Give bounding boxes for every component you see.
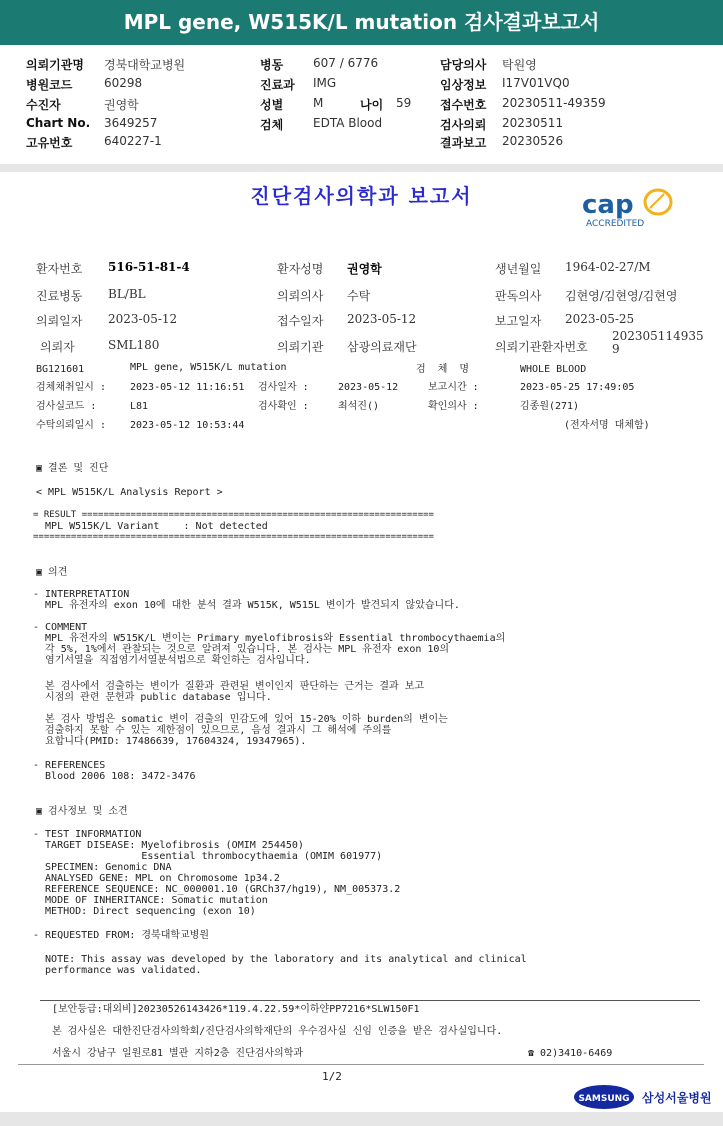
time-label: 검사실코드 : <box>36 401 97 412</box>
test-info-line: Essential thrombocythaemia (OMIM 601977) <box>33 851 383 862</box>
header-label: 수진자 <box>26 98 61 112</box>
lab-report-page <box>0 174 723 1110</box>
time-label: 검체채취일시 : <box>36 382 107 393</box>
comment-line: 염기서열을 직접염기서열분석법으로 확인하는 검사입니다. <box>33 655 311 666</box>
test-info-line: TARGET DISEASE: Myelofibrosis (OMIM 254450) <box>33 840 304 851</box>
specimen-value: WHOLE BLOOD <box>520 364 587 375</box>
header-value: 탁원영 <box>502 58 537 72</box>
header-label: 의뢰기관명 <box>26 58 84 72</box>
time-value: 최석진() <box>338 401 380 412</box>
patient-label: 진료병동 <box>36 289 83 303</box>
report-title-bar <box>0 0 723 45</box>
header-label: 병원코드 <box>26 78 73 92</box>
time-value: 김종원(271) <box>520 401 580 412</box>
patient-label: 보고일자 <box>495 314 542 328</box>
time-label: 수탁의뢰일시 : <box>36 420 107 431</box>
header-label: 병동 <box>260 58 284 72</box>
time-value: L81 <box>130 401 149 412</box>
time-label: 확인의사 : <box>428 401 479 412</box>
patient-label: 의뢰자 <box>40 340 75 354</box>
section-test-info: ▣ 검사정보 및 소견 <box>36 806 128 817</box>
header-separator <box>0 164 723 172</box>
patient-id: 516-51-81-4 <box>108 260 190 274</box>
patient-value: 삼광의료재단 <box>347 340 417 354</box>
referring-patient-no: 202305114935 9 <box>612 329 704 356</box>
header-value: 20230511-49359 <box>502 96 606 110</box>
patient-label: 환자번호 <box>36 262 83 276</box>
birth-date: 1964-02-27/M <box>565 260 651 274</box>
header-value: IMG <box>313 76 337 90</box>
section-conclusion: ▣ 결론 및 진단 <box>36 463 109 474</box>
comment-line: MPL 유전자의 W515K/L 변이는 Primary myelofibrosis와 Essential thrombocythaemia의 <box>33 633 506 644</box>
patient-value: 2023-05-12 <box>347 312 417 326</box>
cap-accredited-logo <box>580 186 676 230</box>
patient-name: 권영학 <box>347 262 382 276</box>
note-line: NOTE: This assay was developed by the laboratory and its analytical and clinical <box>33 954 527 965</box>
header-label: 검사의뢰 <box>440 118 487 132</box>
header-value: EDTA Blood <box>313 116 383 130</box>
header-value: 20230511 <box>502 116 564 130</box>
references-text: Blood 2006 108: 3472-3476 <box>33 771 196 782</box>
page-number: 1/2 <box>322 1070 342 1083</box>
header-label: 검체 <box>260 118 284 132</box>
header-value: 경북대학교병원 <box>104 58 186 72</box>
test-info-line: SPECIMEN: Genomic DNA <box>33 862 172 873</box>
test-info-line: ANALYSED GENE: MPL on Chromosome 1p34.2 <box>33 873 280 884</box>
patient-label: 생년월일 <box>495 262 542 276</box>
interpretation-heading: - INTERPRETATION <box>33 589 130 600</box>
footer-divider <box>40 1000 700 1001</box>
header-value: 3649257 <box>104 116 158 130</box>
time-value: 2023-05-12 <box>338 382 399 393</box>
time-value: 2023-05-12 10:53:44 <box>130 420 245 431</box>
samsung-text: SAMSUNG <box>578 1094 630 1104</box>
header-label: Chart No. <box>26 116 91 130</box>
bottom-gray-band <box>0 1112 723 1126</box>
variant-result: MPL W515K/L Variant : Not detected <box>33 521 268 532</box>
patient-label: 의뢰일자 <box>36 314 83 328</box>
comment-line: 요합니다(PMID: 17486639, 17604324, 19347965). <box>33 736 307 747</box>
specimen-label: 검 체 명 <box>416 364 470 375</box>
patient-label: 판독의사 <box>495 289 542 303</box>
comment-line: 본 검사 방법은 somatic 변이 검출의 민감도에 있어 15-20% 이하 burden의 변이는 <box>33 714 448 725</box>
cap-accredited-text: ACCREDITED <box>586 219 645 229</box>
patient-value: SML180 <box>108 338 160 352</box>
test-name: MPL gene, W515K/L mutation <box>130 362 287 373</box>
hospital-name: 삼성서울병원 <box>642 1091 712 1105</box>
interpretation-text: MPL 유전자의 exon 10에 대한 분석 결과 W515K, W515L 변이가 발견되지 않았습니다. <box>33 600 460 611</box>
time-value: 2023-05-12 11:16:51 <box>130 382 245 393</box>
header-value: 640227-1 <box>104 134 162 148</box>
patient-label: 환자성명 <box>277 262 324 276</box>
patient-label: 의뢰의사 <box>277 289 324 303</box>
comment-line: 각 5%, 1%에서 관찰되는 것으로 알려져 있습니다. 본 검사는 MPL 유전자 exon 10의 <box>33 644 450 655</box>
section-opinion: ▣ 의견 <box>36 567 68 578</box>
cap-logo-text: cap <box>582 190 634 220</box>
comment-line: 검출하지 못할 수 있는 제한점이 있으므로, 음성 결과시 그 해석에 주의를 <box>33 725 392 736</box>
samsung-logo-mark <box>574 1082 714 1112</box>
note-line: performance was validated. <box>33 965 202 976</box>
header-value: 60298 <box>104 76 143 90</box>
patient-value: BL/BL <box>108 287 146 301</box>
header-value: 20230526 <box>502 134 564 148</box>
cap-logo-check <box>650 194 664 208</box>
patient-label: 접수일자 <box>277 314 324 328</box>
time-label: 검사확인 : <box>258 401 309 412</box>
patient-value: 2023-05-25 <box>565 312 635 326</box>
header-value: 권영학 <box>104 98 139 112</box>
patient-label: 의뢰기관환자번호 <box>495 340 588 354</box>
test-info-line: REFERENCE SEQUENCE: NC_000001.10 (GRCh37/hg19), NM_005373.2 <box>33 884 401 895</box>
header-value: M <box>313 96 324 110</box>
header-label: 성별 <box>260 98 284 112</box>
patient-value: 수탁 <box>347 289 371 303</box>
cap-logo-ring <box>645 190 671 214</box>
patient-value: 김현영/김현영/김현영 <box>565 289 678 303</box>
header-label: 진료과 <box>260 78 295 92</box>
age-value: 59 <box>396 96 412 110</box>
request-header <box>0 46 723 166</box>
age-label: 나이 <box>360 98 384 112</box>
header-label: 임상정보 <box>440 78 487 92</box>
patient-value: 2023-05-12 <box>108 312 178 326</box>
test-code: BG121601 <box>36 364 85 375</box>
time-label: 검사일자 : <box>258 382 309 393</box>
certification-line: 본 검사실은 대한진단검사의학회/진단검사의학재단의 우수검사실 신임 인증을 받은 검사실입니다. <box>52 1026 503 1037</box>
report-title: MPL gene, W515K/L mutation 검사결과보고서 <box>123 10 600 34</box>
comment-line: 본 검사에서 검출하는 변이가 질환과 관련된 변이인지 판단하는 근거는 결과 보고 <box>33 681 425 692</box>
security-line: [보안등급:대외비]20230526143426*119.4.22.59*이하얀PP7216*SLW150F1 <box>52 1004 420 1015</box>
time-label: 보고시간 : <box>428 382 479 393</box>
analysis-title: < MPL W515K/L Analysis Report > <box>36 487 223 498</box>
footer-bottom-line <box>18 1064 704 1065</box>
comment-line: 시점의 관련 문헌과 public database 입니다. <box>33 692 272 703</box>
samsung-hospital-logo <box>574 1082 714 1116</box>
signature-note: (전자서명 대체함) <box>564 420 650 431</box>
lab-phone: ☎ 02)3410-6469 <box>528 1048 613 1059</box>
lab-address: 서울시 강남구 일원로81 별관 지하2층 진단검사의학과 <box>52 1048 304 1059</box>
test-info-line: - TEST INFORMATION <box>33 829 142 840</box>
lab-report-title: 진단검사의학과 보고서 <box>250 184 473 208</box>
header-label: 담당의사 <box>440 58 487 72</box>
time-value: 2023-05-25 17:49:05 <box>520 382 635 393</box>
requested-from: - REQUESTED FROM: 경북대학교병원 <box>33 930 209 941</box>
header-value: 607 / 6776 <box>313 56 379 70</box>
test-info-line: MODE OF INHERITANCE: Somatic mutation <box>33 895 268 906</box>
result-end-line: ========================================================================== <box>33 532 434 542</box>
test-info-line: METHOD: Direct sequencing (exon 10) <box>33 906 256 917</box>
patient-label: 의뢰기관 <box>277 340 324 354</box>
header-label: 접수번호 <box>440 98 487 112</box>
references-heading: - REFERENCES <box>33 760 106 771</box>
result-line: = RESULT ================================================================= <box>33 510 434 520</box>
header-value: I17V01VQ0 <box>502 76 570 90</box>
header-label: 고유번호 <box>26 136 73 150</box>
comment-heading: - COMMENT <box>33 622 88 633</box>
header-label: 결과보고 <box>440 136 487 150</box>
